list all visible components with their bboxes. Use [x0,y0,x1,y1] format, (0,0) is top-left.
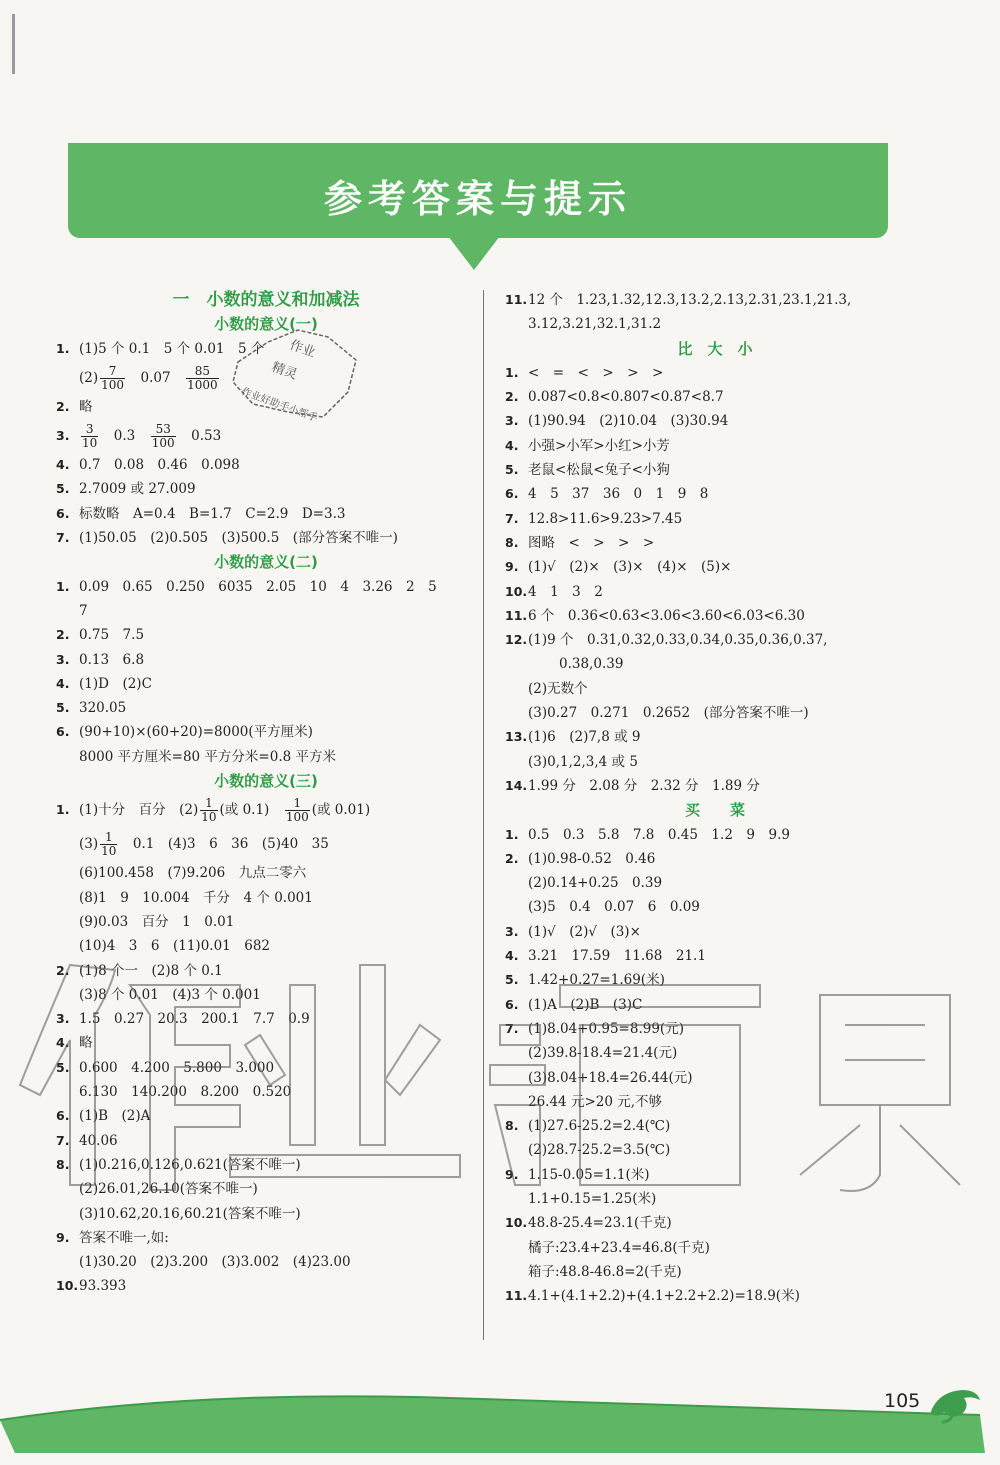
chapter-heading: 一 小数的意义和加减法 [172,290,360,310]
answer-text: (1)0.216,0.126,0.621(答案不唯一) [79,1156,301,1173]
answer-line [56,696,476,720]
answer-line [505,555,925,579]
fraction [186,365,219,392]
item-number: 1. [505,364,519,380]
answer-line: (3)0,1,2,3,4 或 5 [528,753,638,770]
answer-text: 0.7 0.08 0.46 0.098 [79,457,240,474]
answer-text: 老鼠<松鼠<兔子<小狗 [528,462,670,479]
fraction [151,423,176,450]
answer-text: (1)27.6-25.2=2.4(℃) [528,1118,671,1135]
answer-line [505,531,925,555]
answer-line [505,920,925,944]
section-heading: 比 大 小 [677,339,753,358]
answer-line: 3.12,3.21,32.1,31.2 [528,316,662,333]
answer-line [505,1017,925,1041]
item-number: 1. [56,578,70,594]
answer-line: (1)30.20 (2)3.200 (3)3.002 (4)23.00 [79,1254,351,1271]
item-number: 10. [505,583,528,599]
item-number: 10. [505,1215,528,1231]
answer-line [505,604,925,628]
answer-line: (3)8 个 0.01 (4)3 个 0.001 [79,986,261,1003]
item-number: 14. [505,777,528,793]
answer-line [56,648,476,672]
item-number: 2. [56,627,70,643]
item-number: 1. [56,340,70,356]
answer-line [505,1211,925,1235]
answer-line [56,793,476,827]
item-number: 5. [56,700,70,716]
section-heading: 小数的意义(二) [214,553,318,572]
answer-line [56,1153,476,1177]
numerator: 7 [100,365,125,379]
page-title: 参考答案与提示 [323,177,632,221]
answer-line [505,482,925,506]
item-number: 2. [56,398,70,414]
item-number: 11. [505,607,528,623]
numerator: 3 [81,423,98,437]
item-number: 13. [505,729,528,745]
answer-line [505,385,925,409]
answer-line [505,944,925,968]
answer-text: 4 5 37 36 0 1 9 8 [528,486,709,503]
answer-text: 答案不唯一,如: [79,1229,169,1246]
numerator: 53 [151,423,176,437]
answer-line [56,720,476,744]
answer-text: (或 0.1) [219,802,270,819]
numerator: 85 [186,365,219,379]
dolphin-icon [922,1384,982,1424]
answer-text: 标数略 A=0.4 B=1.7 C=2.9 D=3.3 [79,505,346,522]
item-number: 2. [56,962,70,978]
answer-line [505,968,925,992]
item-number: 3. [56,1011,70,1027]
answer-text: 图略 < > > > [528,534,655,551]
item-number: 3. [56,428,70,444]
item-number: 7. [505,510,519,526]
answer-text: 0.07 [140,369,171,386]
answer-text: 1.99 分 2.08 分 2.32 分 1.89 分 [528,777,760,794]
answer-text: (1)9 个 0.31,0.32,0.33,0.34,0.35,0.36,0.37, [528,632,828,649]
item-number: 4. [56,457,70,473]
answer-text: < = < > > > [528,364,664,381]
answer-line [505,993,925,1017]
answer-line [56,526,476,550]
stamp-text: 作业 [287,337,318,361]
answer-line [56,419,476,453]
answer-text: (1)A (2)B (3)C [528,996,643,1013]
answer-line: (3)0.27 0.271 0.2652 (部分答案不唯一) [528,705,809,722]
numerator: 1 [200,797,217,811]
answer-text: 48.8-25.4=23.1(千克) [528,1215,672,1232]
answer-text: 1.15-0.05=1.1(米) [528,1166,650,1183]
answer-text: (1)√ (2)× (3)× (4)× (5)× [528,559,732,576]
item-number: 4. [505,437,519,453]
item-number: 3. [56,651,70,667]
answer-line [56,1031,476,1055]
answer-line [505,774,925,798]
item-number: 1. [505,826,519,842]
section-heading: 小数的意义(三) [214,772,318,791]
item-number: 6. [56,724,70,740]
item-number: 5. [505,972,519,988]
title-banner-tip [448,236,500,270]
answer-text: 1.42+0.27=1.69(米) [528,972,665,989]
answer-text: (1)8.04+0.95=8.99(元) [528,1020,684,1037]
item-number: 5. [56,1059,70,1075]
answer-text: (1)0.98-0.52 0.46 [528,850,656,867]
stamp-text: 精灵 [269,359,300,383]
answer-text: 4 1 3 2 [528,583,603,600]
fraction [285,797,310,824]
answer-line: (10)4 3 6 (11)0.01 682 [79,938,271,955]
denominator: 100 [151,436,175,451]
column-divider [483,290,484,1340]
answer-text: (1)十分 百分 (2) [79,802,199,819]
answer-text: 0.5 0.3 5.8 7.8 0.45 1.2 9 9.9 [528,826,790,843]
answer-line: (9)0.03 百分 1 0.01 [79,913,235,930]
answer-text: 0.600 4.200 5.800 3.000 [79,1059,275,1076]
answer-line [56,502,476,526]
answer-text: 2.7009 或 27.009 [79,481,196,498]
answer-text: (1)6 (2)7,8 或 9 [528,729,641,746]
item-number: 7. [56,1132,70,1148]
item-number: 4. [505,948,519,964]
answer-text: 93.393 [79,1278,127,1295]
item-number: 11. [505,1288,528,1304]
answer-line: 7 [79,602,88,619]
answer-text: 320.05 [79,700,127,717]
section-heading: 买 菜 [684,801,745,820]
answer-text: (1)50.05 (2)0.505 (3)500.5 (部分答案不唯一) [79,530,398,547]
footer-wave [0,1370,1000,1465]
item-number: 5. [56,481,70,497]
fraction [100,831,117,858]
answer-text: (或 0.01) [311,802,371,819]
item-number: 3. [505,923,519,939]
answer-text: 略 [79,1035,93,1052]
stamp-text: 作业好助手小帮手 [239,386,319,425]
item-number: 4. [56,1035,70,1051]
answer-text: 0.3 [113,428,136,445]
answer-text: (1)5 个 0.1 5 个 0.01 5 个 [79,340,265,357]
item-number: 9. [56,1229,70,1245]
answer-line: (2)39.8-18.4=21.4(元) [528,1045,678,1062]
answer-line: (8)1 9 10.004 千分 4 个 0.001 [79,889,313,906]
item-number: 10. [56,1278,79,1294]
section-heading: 小数的意义(一) [214,315,318,334]
item-number: 7. [505,1020,519,1036]
numerator: 1 [100,831,117,845]
item-number: 3. [505,413,519,429]
answer-text: 0.13 6.8 [79,651,145,668]
answer-line [505,1114,925,1138]
answer-line: 6.130 140.200 8.200 0.520 [79,1084,292,1101]
answer-line: (2)无数个 [528,680,588,697]
denominator: 1000 [187,377,218,392]
answer-line [505,458,925,482]
answer-line [56,623,476,647]
item-number: 6. [56,505,70,521]
binding-mark [12,14,15,74]
item-number: 5. [505,462,519,478]
answer-text: (1)B (2)A [79,1108,151,1125]
answer-line [505,847,925,871]
answer-text: 0.75 7.5 [79,627,145,644]
answer-line [505,823,925,847]
denominator: 10 [101,844,117,859]
answer-text: (1)D (2)C [79,675,152,692]
answer-text: 0.087<0.8<0.807<0.87<8.7 [528,389,724,406]
page-number: 105 [884,1390,921,1412]
denominator: 10 [82,436,98,451]
answer-line [56,672,476,696]
item-number: 9. [505,559,519,575]
answer-text: (3) [79,836,99,853]
left-column [56,288,476,1299]
answer-line [505,361,925,385]
answer-text: 小强>小军>小红>小芳 [528,437,670,454]
answer-line: (2)0.14+0.25 0.39 [528,875,663,892]
answer-line [56,1274,476,1298]
fraction [100,365,125,392]
answer-text: 40.06 [79,1132,118,1149]
answer-line [56,575,476,599]
item-number: 1. [56,802,70,818]
answer-line [56,959,476,983]
answer-line: (2)28.7-25.2=3.5(℃) [528,1142,671,1159]
answer-line [56,477,476,501]
answer-line [56,1104,476,1128]
answer-text: (1)90.94 (2)10.04 (3)30.94 [528,413,729,430]
item-number: 8. [56,1156,70,1172]
answer-text: (1)8 个一 (2)8 个 0.1 [79,962,223,979]
answer-line: (2)26.01,26.10(答案不唯一) [79,1181,258,1198]
item-number: 6. [56,1108,70,1124]
answer-line [505,580,925,604]
answer-text: 0.1 (4)3 6 36 (5)40 35 [132,836,329,853]
answer-text: 12.8>11.6>9.23>7.45 [528,510,683,527]
answer-line [56,1226,476,1250]
answer-line: 1.1+0.15=1.25(米) [528,1190,657,1207]
answer-text: 略 [79,398,93,415]
answer-text: (2) [79,369,99,386]
denominator: 100 [101,377,125,392]
answer-line [505,434,925,458]
answer-line: 0.38,0.39 [559,656,624,673]
item-number: 11. [505,292,528,307]
answer-line [56,827,476,861]
answer-text: 0.09 0.65 0.250 6035 2.05 10 4 3.26 2 5 [79,578,437,595]
answer-text: (1)√ (2)√ (3)× [528,923,641,940]
item-number: 6. [505,486,519,502]
item-number: 8. [505,1118,519,1134]
answer-line [56,453,476,477]
answer-line [56,1129,476,1153]
answer-line: 箱子:48.8-46.8=2(千克) [528,1263,682,1280]
answer-line [505,628,925,652]
right-column [505,288,925,1308]
item-number: 9. [505,1166,519,1182]
answer-text: 3.21 17.59 11.68 21.1 [528,948,706,965]
denominator: 10 [201,810,217,825]
answer-line: (6)100.458 (7)9.206 九点二零六 [79,865,307,882]
answer-line: 26.44 元>20 元,不够 [528,1093,663,1110]
answer-line [505,288,925,312]
answer-line: 橘子:23.4+23.4=46.8(千克) [528,1239,710,1256]
answer-text: 1.5 0.27 20.3 200.1 7.7 0.9 [79,1011,310,1028]
item-number: 4. [56,675,70,691]
answer-line [505,409,925,433]
answer-text: 0.53 [191,428,222,445]
numerator: 1 [285,797,310,811]
answer-line [505,1284,925,1308]
fraction [200,797,217,824]
item-number: 12. [505,632,528,648]
item-number: 8. [505,534,519,550]
item-number: 2. [505,850,519,866]
answer-line [56,1056,476,1080]
item-number: 7. [56,530,70,546]
answer-line [505,1163,925,1187]
answer-text: 12 个 1.23,1.32,12.3,13.2,2.13,2.31,23.1,21.3, [528,292,852,308]
answer-line: (3)8.04+18.4=26.44(元) [528,1069,693,1086]
fraction [81,423,98,450]
answer-line [505,507,925,531]
answer-line: (3)10.62,20.16,60.21(答案不唯一) [79,1205,301,1222]
item-number: 6. [505,996,519,1012]
answer-line: 8000 平方厘米=80 平方分米=0.8 平方米 [79,748,337,765]
answer-line [56,1007,476,1031]
answer-text: 4.1+(4.1+2.2)+(4.1+2.2+2.2)=18.9(米) [528,1288,800,1305]
answer-text: (90+10)×(60+20)=8000(平方厘米) [79,724,313,741]
answer-text: 6 个 0.36<0.63<3.06<3.60<6.03<6.30 [528,607,805,624]
answer-line [505,725,925,749]
denominator: 100 [285,810,309,825]
answer-line: (3)5 0.4 0.07 6 0.09 [528,899,700,916]
item-number: 2. [505,389,519,405]
